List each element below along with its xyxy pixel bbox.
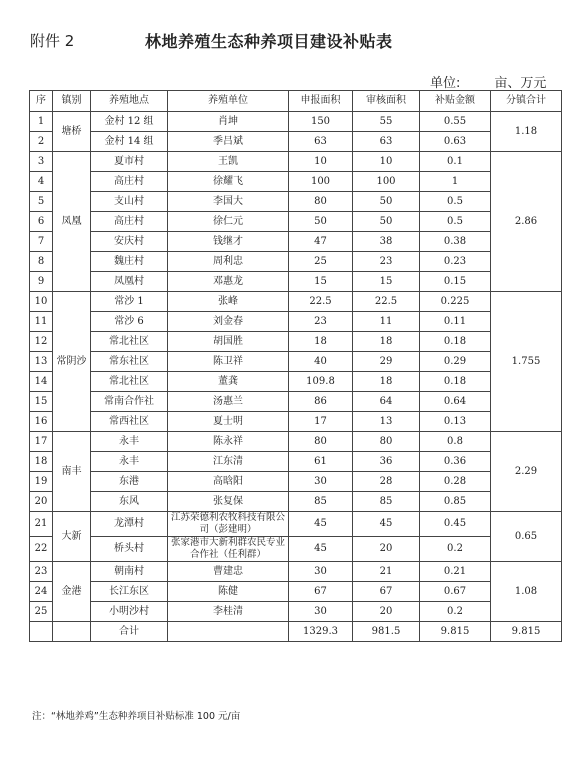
cell-subsidy: 0.85	[420, 492, 491, 512]
cell-applied: 100	[289, 172, 353, 192]
cell-approved: 10	[353, 152, 420, 172]
cell-no: 8	[30, 252, 53, 272]
cell-unit: 季吕斌	[168, 132, 289, 152]
cell-approved: 15	[353, 272, 420, 292]
cell-no: 10	[30, 292, 53, 312]
cell-unit: 高晗阳	[168, 472, 289, 492]
cell-subsidy: 0.67	[420, 582, 491, 602]
cell-town-total: 2.86	[491, 152, 562, 292]
cell-applied: 63	[289, 132, 353, 152]
cell-place: 永丰	[91, 432, 168, 452]
cell-place: 金村 14 组	[91, 132, 168, 152]
page-title: 林地养殖生态种养项目建设补贴表	[145, 32, 393, 51]
cell-place: 魏庄村	[91, 252, 168, 272]
cell-town: 金港	[53, 562, 91, 622]
cell-approved: 63	[353, 132, 420, 152]
cell-applied: 40	[289, 352, 353, 372]
cell-blank	[30, 622, 53, 642]
cell-place: 常北社区	[91, 332, 168, 352]
cell-applied: 80	[289, 432, 353, 452]
cell-no: 3	[30, 152, 53, 172]
cell-town-total: 1.755	[491, 292, 562, 432]
cell-applied: 45	[289, 537, 353, 562]
table-row	[30, 537, 562, 562]
header-subsidy: 补贴金额	[420, 91, 491, 112]
cell-approved: 23	[353, 252, 420, 272]
cell-unit: 刘金春	[168, 312, 289, 332]
cell-no: 5	[30, 192, 53, 212]
table-header-row	[30, 91, 562, 112]
cell-subsidy: 0.64	[420, 392, 491, 412]
cell-applied: 86	[289, 392, 353, 412]
cell-no: 20	[30, 492, 53, 512]
cell-applied: 30	[289, 562, 353, 582]
cell-place: 常南合作社	[91, 392, 168, 412]
cell-no: 24	[30, 582, 53, 602]
cell-place: 东港	[91, 472, 168, 492]
cell-place: 高庄村	[91, 172, 168, 192]
header-approved: 审核面积	[353, 91, 420, 112]
cell-approved: 80	[353, 432, 420, 452]
cell-no: 9	[30, 272, 53, 292]
cell-applied: 25	[289, 252, 353, 272]
cell-applied: 50	[289, 212, 353, 232]
cell-blank	[168, 622, 289, 642]
attachment-label: 附件 2	[30, 32, 75, 50]
cell-approved: 100	[353, 172, 420, 192]
cell-approved: 36	[353, 452, 420, 472]
cell-no: 13	[30, 352, 53, 372]
cell-subsidy: 0.36	[420, 452, 491, 472]
cell-unit: 张峰	[168, 292, 289, 312]
cell-applied: 85	[289, 492, 353, 512]
cell-town: 大新	[53, 512, 91, 562]
table-row	[30, 562, 562, 582]
cell-applied: 67	[289, 582, 353, 602]
cell-applied: 80	[289, 192, 353, 212]
cell-approved: 29	[353, 352, 420, 372]
unit-value: 亩、万元	[494, 76, 547, 91]
total-approved: 981.5	[353, 622, 420, 642]
table-row	[30, 372, 562, 392]
cell-place: 龙潭村	[91, 512, 168, 537]
cell-subsidy: 0.38	[420, 232, 491, 252]
table-row	[30, 332, 562, 352]
table-row	[30, 512, 562, 537]
cell-subsidy: 0.55	[420, 112, 491, 132]
cell-applied: 109.8	[289, 372, 353, 392]
cell-place: 夏市村	[91, 152, 168, 172]
cell-place: 安庆村	[91, 232, 168, 252]
cell-subsidy: 0.45	[420, 512, 491, 537]
cell-unit: 陈卫祥	[168, 352, 289, 372]
cell-approved: 18	[353, 332, 420, 352]
cell-applied: 15	[289, 272, 353, 292]
cell-place: 常西社区	[91, 412, 168, 432]
table-row	[30, 232, 562, 252]
cell-applied: 17	[289, 412, 353, 432]
cell-unit: 汤惠兰	[168, 392, 289, 412]
table-row	[30, 492, 562, 512]
cell-subsidy: 0.23	[420, 252, 491, 272]
table-row	[30, 272, 562, 292]
cell-place: 金村 12 组	[91, 112, 168, 132]
cell-applied: 23	[289, 312, 353, 332]
cell-applied: 18	[289, 332, 353, 352]
cell-subsidy: 0.15	[420, 272, 491, 292]
cell-subsidy: 0.1	[420, 152, 491, 172]
cell-applied: 30	[289, 472, 353, 492]
cell-approved: 38	[353, 232, 420, 252]
cell-place: 支山村	[91, 192, 168, 212]
cell-town-total: 1.18	[491, 112, 562, 152]
cell-unit: 周利忠	[168, 252, 289, 272]
cell-subsidy: 0.5	[420, 192, 491, 212]
table-row	[30, 172, 562, 192]
cell-place: 永丰	[91, 452, 168, 472]
cell-unit: 夏士明	[168, 412, 289, 432]
cell-subsidy: 0.18	[420, 372, 491, 392]
cell-no: 25	[30, 602, 53, 622]
header-unit: 养殖单位	[168, 91, 289, 112]
table-row	[30, 432, 562, 452]
cell-town-total: 0.65	[491, 512, 562, 562]
table-row	[30, 112, 562, 132]
cell-unit: 江苏荣德利农牧科技有限公司（彭建明）	[168, 512, 289, 537]
cell-approved: 50	[353, 212, 420, 232]
cell-subsidy: 0.225	[420, 292, 491, 312]
cell-unit: 李桂清	[168, 602, 289, 622]
table-row	[30, 192, 562, 212]
cell-unit: 陈永祥	[168, 432, 289, 452]
cell-applied: 10	[289, 152, 353, 172]
cell-approved: 11	[353, 312, 420, 332]
cell-subsidy: 0.21	[420, 562, 491, 582]
cell-no: 7	[30, 232, 53, 252]
cell-no: 15	[30, 392, 53, 412]
cell-no: 14	[30, 372, 53, 392]
cell-place: 常沙 6	[91, 312, 168, 332]
cell-approved: 64	[353, 392, 420, 412]
cell-unit: 邓惠龙	[168, 272, 289, 292]
cell-approved: 28	[353, 472, 420, 492]
header-town: 镇别	[53, 91, 91, 112]
unit-label: 单位:	[430, 76, 461, 91]
table-row	[30, 212, 562, 232]
cell-no: 1	[30, 112, 53, 132]
cell-place: 凤凰村	[91, 272, 168, 292]
cell-unit: 钱继才	[168, 232, 289, 252]
cell-unit: 胡国胜	[168, 332, 289, 352]
cell-town-total: 1.08	[491, 562, 562, 622]
total-label: 合计	[91, 622, 168, 642]
cell-approved: 85	[353, 492, 420, 512]
cell-approved: 13	[353, 412, 420, 432]
total-applied: 1329.3	[289, 622, 353, 642]
table-row	[30, 252, 562, 272]
cell-no: 17	[30, 432, 53, 452]
cell-unit: 董龚	[168, 372, 289, 392]
cell-unit: 李国大	[168, 192, 289, 212]
table-row	[30, 292, 562, 312]
table-row	[30, 602, 562, 622]
table-row	[30, 132, 562, 152]
cell-no: 22	[30, 537, 53, 562]
cell-subsidy: 0.63	[420, 132, 491, 152]
total-subsidy: 9.815	[420, 622, 491, 642]
cell-applied: 45	[289, 512, 353, 537]
cell-applied: 47	[289, 232, 353, 252]
cell-no: 21	[30, 512, 53, 537]
cell-approved: 21	[353, 562, 420, 582]
cell-approved: 20	[353, 602, 420, 622]
cell-place: 高庄村	[91, 212, 168, 232]
cell-applied: 61	[289, 452, 353, 472]
cell-place: 小明沙村	[91, 602, 168, 622]
cell-no: 11	[30, 312, 53, 332]
cell-subsidy: 0.13	[420, 412, 491, 432]
cell-unit: 徐耀飞	[168, 172, 289, 192]
cell-unit: 张家港市大新利群农民专业合作社（任利群）	[168, 537, 289, 562]
cell-unit: 江东清	[168, 452, 289, 472]
cell-applied: 30	[289, 602, 353, 622]
cell-town: 凤凰	[53, 152, 91, 292]
header-town-total: 分镇合计	[491, 91, 562, 112]
cell-unit: 肖坤	[168, 112, 289, 132]
cell-place: 长江东区	[91, 582, 168, 602]
cell-blank	[53, 622, 91, 642]
cell-no: 19	[30, 472, 53, 492]
cell-no: 4	[30, 172, 53, 192]
table-row	[30, 452, 562, 472]
subsidy-table	[29, 90, 562, 642]
cell-town-total: 2.29	[491, 432, 562, 512]
table-row	[30, 472, 562, 492]
cell-subsidy: 0.11	[420, 312, 491, 332]
cell-unit: 张复保	[168, 492, 289, 512]
total-row	[30, 622, 562, 642]
header-applied: 申报面积	[289, 91, 353, 112]
cell-approved: 55	[353, 112, 420, 132]
cell-applied: 150	[289, 112, 353, 132]
cell-town: 塘桥	[53, 112, 91, 152]
cell-no: 23	[30, 562, 53, 582]
table-body	[30, 112, 562, 642]
cell-town: 常阴沙	[53, 292, 91, 432]
header-no: 序	[30, 91, 53, 112]
cell-place: 常沙 1	[91, 292, 168, 312]
header-place: 养殖地点	[91, 91, 168, 112]
cell-approved: 20	[353, 537, 420, 562]
cell-no: 18	[30, 452, 53, 472]
cell-no: 16	[30, 412, 53, 432]
cell-unit: 曹建忠	[168, 562, 289, 582]
cell-subsidy: 0.5	[420, 212, 491, 232]
cell-subsidy: 0.2	[420, 602, 491, 622]
cell-approved: 50	[353, 192, 420, 212]
unit-line	[430, 72, 546, 91]
cell-place: 常东社区	[91, 352, 168, 372]
cell-place: 常北社区	[91, 372, 168, 392]
cell-subsidy: 0.2	[420, 537, 491, 562]
cell-subsidy: 1	[420, 172, 491, 192]
cell-no: 12	[30, 332, 53, 352]
cell-approved: 22.5	[353, 292, 420, 312]
cell-subsidy: 0.29	[420, 352, 491, 372]
cell-approved: 45	[353, 512, 420, 537]
cell-unit: 徐仁元	[168, 212, 289, 232]
cell-approved: 18	[353, 372, 420, 392]
table-row	[30, 352, 562, 372]
cell-subsidy: 0.18	[420, 332, 491, 352]
cell-place: 桥头村	[91, 537, 168, 562]
table-row	[30, 392, 562, 412]
cell-no: 6	[30, 212, 53, 232]
cell-place: 朝南村	[91, 562, 168, 582]
cell-subsidy: 0.8	[420, 432, 491, 452]
cell-no: 2	[30, 132, 53, 152]
table-row	[30, 582, 562, 602]
footnote: 注：“林地养鸡”生态种养项目补贴标准 100 元/亩	[32, 711, 241, 722]
cell-unit: 王凯	[168, 152, 289, 172]
cell-subsidy: 0.28	[420, 472, 491, 492]
table-row	[30, 412, 562, 432]
cell-town: 南丰	[53, 432, 91, 512]
cell-place: 东风	[91, 492, 168, 512]
total-grand: 9.815	[491, 622, 562, 642]
cell-unit: 陈健	[168, 582, 289, 602]
table-row	[30, 152, 562, 172]
cell-approved: 67	[353, 582, 420, 602]
table-row	[30, 312, 562, 332]
cell-applied: 22.5	[289, 292, 353, 312]
